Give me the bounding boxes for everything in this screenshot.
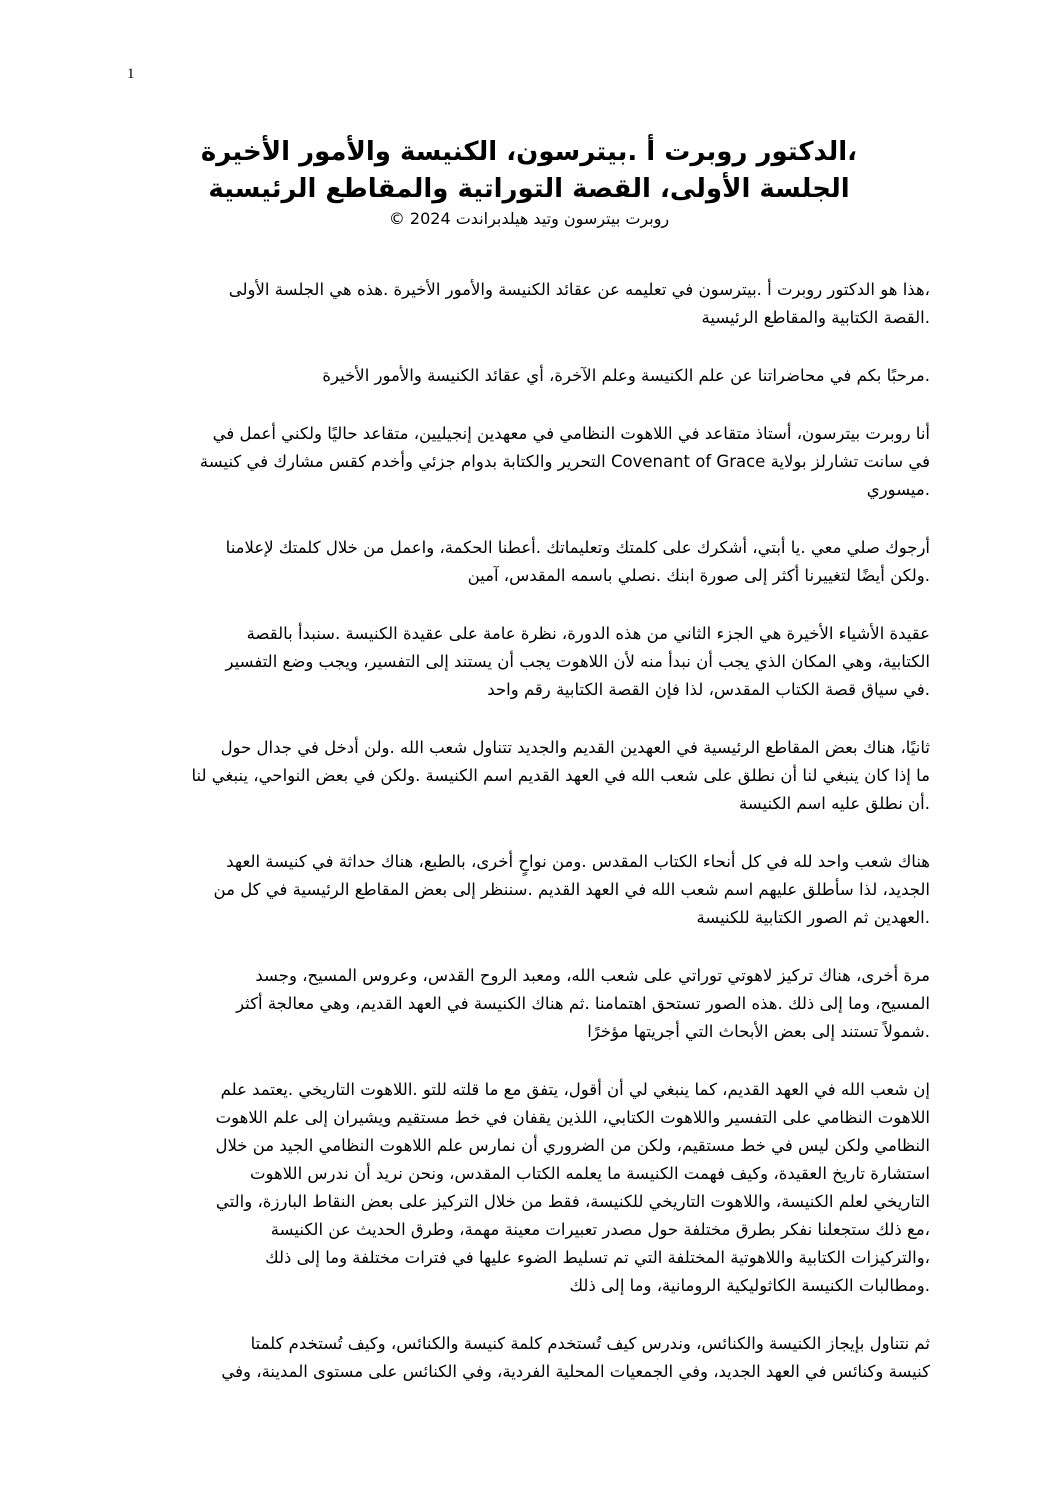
- paragraph-line: الكتابية، وهي المكان الذي يجب أن نبدأ منه لأن اللاهوت يجب أن يستند إلى التفسير، ويجب وضع التفسير: [225, 652, 930, 671]
- paragraph-line: الجديد، لذا سأطلق عليهم اسم شعب الله في العهد القديم .سننظر إلى بعض المقاطع الرئيسية في كل من: [213, 880, 930, 899]
- paragraph-line: ،مع ذلك ستجعلنا نفكر بطرق مختلفة حول مصدر تعبيرات معينة مهمة، وطرق الحديث عن الكنيسة: [270, 1220, 930, 1239]
- paragraph-line: هناك شعب واحد لله في كل أنحاء الكتاب المقدس .ومن نواحٍ أخرى، بالطبع، هناك حداثة في كنيسة العهد: [226, 852, 930, 871]
- document-body: [132, 276, 930, 1386]
- paragraph-line: .ولكن أيضًا لتغييرنا أكثر إلى صورة ابنك .نصلي باسمه المقدس، آمين: [467, 566, 930, 585]
- page-number: 1: [127, 66, 135, 82]
- paragraph-line: ثانيًا، هناك بعض المقاطع الرئيسية في العهدين القديم والجديد تتناول شعب الله .ولن أدخل في جدال حول: [220, 738, 930, 757]
- paragraph-line: عقيدة الأشياء الأخيرة هي الجزء الثاني من هذه الدورة، نظرة عامة على عقيدة الكنيسة .سنبدأ بالقصة: [246, 624, 930, 643]
- paragraph-line: ما إذا كان ينبغي لنا أن نطلق على شعب الله في العهد القديم اسم الكنيسة .ولكن في بعض النواحي، ينبغي لنا: [191, 766, 930, 785]
- paragraph-welcome: [132, 362, 930, 390]
- paragraph-line: .أن نطلق عليه اسم الكنيسة: [738, 794, 930, 813]
- copyright-notice: روبرت بيترسون وتيد هيلدبراندت 2024 ©: [388, 209, 670, 228]
- paragraph-line: .في سياق قصة الكتاب المقدس، لذا فإن القصة الكتابية رقم واحد: [487, 680, 930, 699]
- paragraph-line: التاريخي لعلم الكنيسة، واللاهوت التاريخي للكنيسة، فقط من خلال التركيز على بعض النقاط البارزة، والتي: [215, 1192, 930, 1211]
- paragraph-line: المسيح، وما إلى ذلك .هذه الصور تستحق اهتمامنا .ثم هناك الكنيسة في العهد القديم، وهي معالجة أكثر: [236, 994, 930, 1013]
- paragraph-line: مرة أخرى، هناك تركيز لاهوتي توراتي على شعب الله، ومعبد الروح القدس، وعروس المسيح، وجسد: [255, 966, 930, 985]
- paragraph-line: أنا روبرت بيترسون، أستاذ متقاعد في اللاهوت النظامي في معهدين إنجيليين، متقاعد حاليًا ولكني أعمل في: [212, 424, 930, 443]
- paragraph-line: استشارة تاريخ العقيدة، وكيف فهمت الكنيسة ما يعلمه الكتاب المقدس، ونحن نريد أن ندرس اللاهوت: [249, 1164, 930, 1183]
- paragraph-course-overview: [132, 620, 930, 704]
- paragraph-line: ،هذا هو الدكتور روبرت أ .بيترسون في تعليمه عن عقائد الكنيسة والأمور الأخيرة .هذه هي الجلسة الأولى: [228, 280, 930, 299]
- paragraph-line: ،والتركيزات الكتابية واللاهوتية المختلفة التي تم تسليط الضوء عليها في فترات مختلفة وما إلى ذلك: [265, 1248, 930, 1267]
- paragraph-line: .ميسوري: [866, 480, 930, 499]
- paragraph-line: النظامي ولكن ليس في خط مستقيم، ولكن من الضروري أن نمارس علم اللاهوت النظامي الجيد من خلال: [215, 1136, 930, 1155]
- paragraph-line: في سانت تشارلز بولاية Covenant of Grace التحرير والكتابة بدوام جزئي وأخدم كقس مشارك في كنيسة: [199, 452, 930, 471]
- document-title-line-1: ،الدكتور روبرت أ .بيترسون، الكنيسة والأمور الأخيرة: [200, 137, 858, 167]
- paragraph-line: كنيسة وكنائس في العهد الجديد، وفي الجمعيات المحلية الفردية، وفي الكنائس على مستوى المدينة، وفي: [221, 1362, 930, 1381]
- paragraph-images: [132, 962, 930, 1046]
- paragraph-historical-theology: [132, 1076, 930, 1300]
- document-title-line-2: الجلسة الأولى، القصة التوراتية والمقاطع الرئيسية: [208, 174, 850, 204]
- paragraph-line: ثم نتناول بإيجاز الكنيسة والكنائس، وندرس كيف تُستخدم كلمة كنيسة والكنائس، وكيف تُستخدم كلمتا: [250, 1334, 930, 1353]
- paragraph-one-people: [132, 848, 930, 932]
- paragraph-line: .شمولاً تستند إلى بعض الأبحاث التي أجريتها مؤخرًا: [587, 1022, 930, 1041]
- document-title-block: [120, 134, 938, 230]
- paragraph-intro: [132, 276, 930, 332]
- paragraph-line: إن شعب الله في العهد القديم، كما ينبغي لي أن أقول، يتفق مع ما قلته للتو .اللاهوت التاريخي .يعتمد علم: [220, 1080, 930, 1099]
- paragraph-church-and-churches: [132, 1330, 930, 1386]
- paragraph-line: .ومطالبات الكنيسة الكاثوليكية الرومانية، وما إلى ذلك: [569, 1276, 930, 1295]
- paragraph-speaker-bio: [132, 420, 930, 504]
- paragraph-line: .العهدين ثم الصور الكتابية للكنيسة: [696, 908, 930, 927]
- paragraph-line: أرجوك صلي معي .يا أبتي، أشكرك على كلمتك وتعليماتك .أعطنا الحكمة، واعمل من خلال كلمتك لإعلامنا: [225, 538, 930, 557]
- paragraph-line: .القصة الكتابية والمقاطع الرئيسية: [701, 308, 930, 327]
- paragraph-line: .مرحبًا بكم في محاضراتنا عن علم الكنيسة وعلم الآخرة، أي عقائد الكنيسة والأمور الأخيرة: [322, 366, 930, 385]
- paragraph-line: اللاهوت النظامي على التفسير واللاهوت الكتابي، اللذين يقفان في خط مستقيم ويشيران إلى علم اللاهوت: [215, 1108, 930, 1127]
- paragraph-key-passages: [132, 734, 930, 818]
- paragraph-prayer: [132, 534, 930, 590]
